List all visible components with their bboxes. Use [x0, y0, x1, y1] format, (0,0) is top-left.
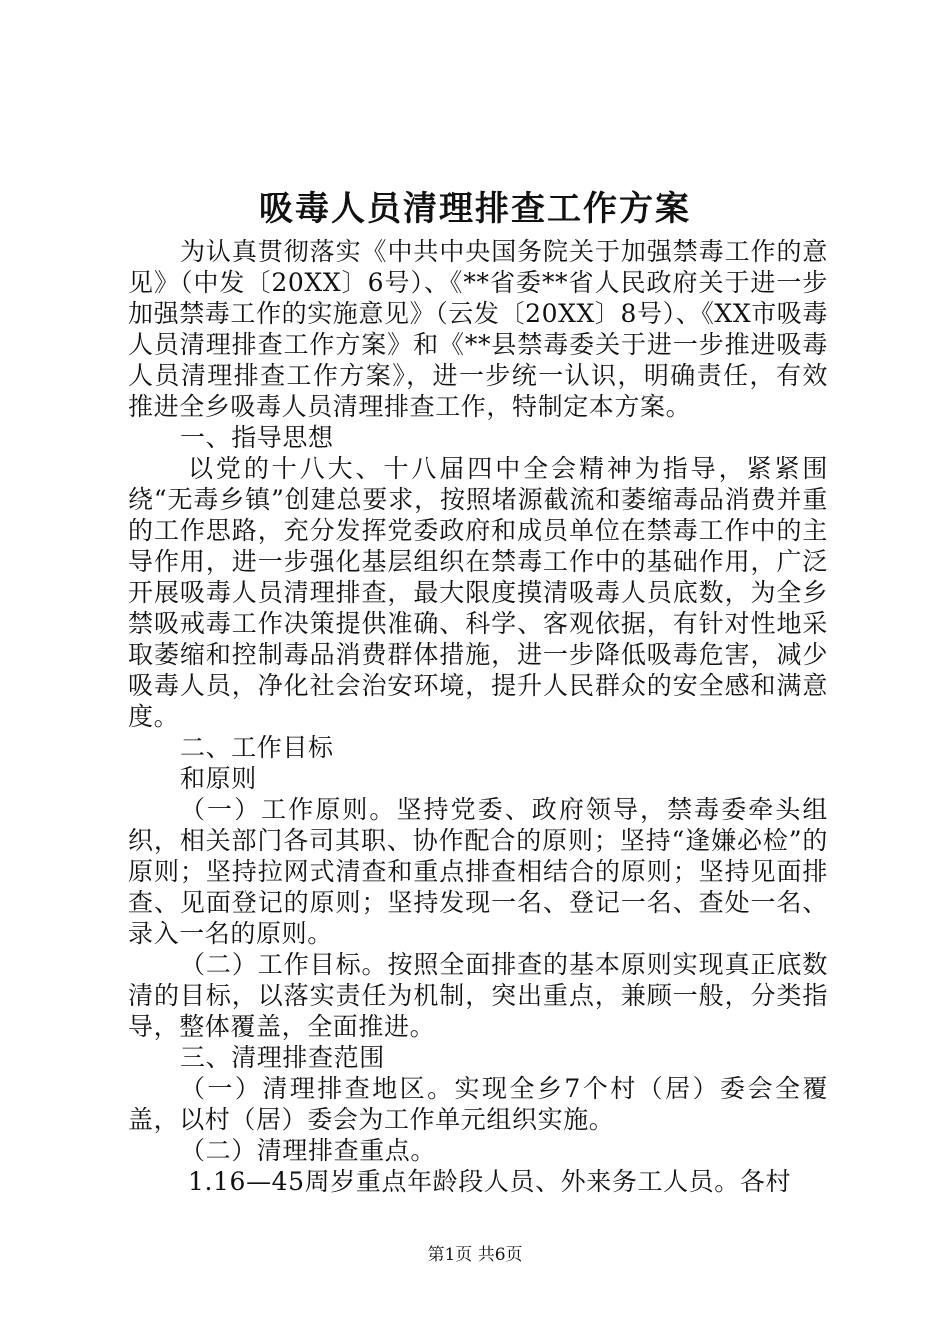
- heading-work-goals-continued: 和原则: [180, 764, 257, 793]
- paragraph-intro: 为认真贯彻落实《中共中央国务院关于加强禁毒工作的意见》（中发〔20XX〕6号）、《**省委**省人民政府关于进一步加强禁毒工作的实施意见》（云发〔20XX〕8号）、《XX市吸毒人员清理排查工作方案》和《**县禁毒委关于进一步推进吸毒人员清理排查工作方案》，进一步统一认识，明确责任，有效推进全乡吸毒人员清理排查工作，特制定本方案。: [128, 237, 829, 421]
- paragraph-guiding-thought: 以党的十八大、十八届四中全会精神为指导，紧紧围绕“无毒乡镇”创建总要求，按照堵源截流和萎缩毒品消费并重的工作思路，充分发挥党委政府和成员单位在禁毒工作中的主导作用，进一步强化基层组织在禁毒工作中的基础作用，广泛开展吸毒人员清理排查，最大限度摸清吸毒人员底数，为全乡禁吸戒毒工作决策提供准确、科学、客观依据，有针对性地采取萎缩和控制毒品消费群体措施，进一步降低吸毒危害，减少吸毒人员，净化社会治安环境，提升人民群众的安全感和满意度。: [128, 454, 828, 731]
- paragraph-work-goal: （二）工作目标。按照全面排查的基本原则实现真正底数清的目标，以落实责任为机制，突出重点，兼顾一般，分类指导，整体覆盖，全面推进。: [128, 950, 828, 1041]
- paragraph-scope-area: （一）清理排查地区。实现全乡7个村（居）委会全覆盖，以村（居）委会为工作单元组织实施。: [128, 1074, 828, 1134]
- heading-work-goals: 二、工作目标: [180, 733, 334, 762]
- paragraph-work-principle: （一）工作原则。坚持党委、政府领导，禁毒委牵头组织，相关部门各司其职、协作配合的原则；坚持“逢嫌必检”的原则；坚持拉网式清查和重点排查相结合的原则；坚持见面排查、见面登记的原则；坚持发现一名、登记一名、查处一名、录入一名的原则。: [128, 795, 828, 948]
- document-body: [128, 236, 828, 1197]
- paragraph-item-1: 1.16—45周岁重点年龄段人员、外来务工人员。各村: [188, 1167, 792, 1196]
- paragraph-scope-focus: （二）清理排查重点。: [180, 1136, 437, 1165]
- page-number-footer: 第1页 共6页: [427, 1245, 523, 1265]
- heading-scope: 三、清理排查范围: [180, 1043, 385, 1072]
- heading-guiding-thought: 一、指导思想: [180, 423, 334, 452]
- document-title: 吸毒人员清理排查工作方案: [259, 189, 691, 229]
